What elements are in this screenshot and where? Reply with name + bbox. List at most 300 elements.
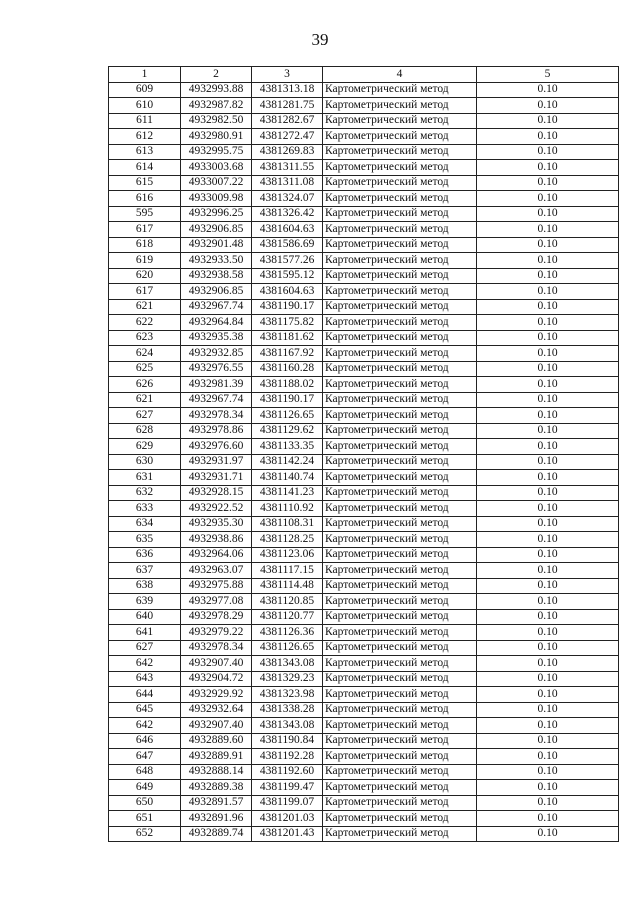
accuracy-cell: 0.10 bbox=[477, 160, 619, 176]
method-cell: Картометрический метод bbox=[323, 237, 477, 253]
point-number-cell: 615 bbox=[109, 175, 181, 191]
accuracy-cell: 0.10 bbox=[477, 563, 619, 579]
column-header-3: 3 bbox=[252, 67, 323, 83]
y-coordinate-cell: 4381120.77 bbox=[252, 609, 323, 625]
point-number-cell: 614 bbox=[109, 160, 181, 176]
table-row bbox=[109, 253, 619, 269]
x-coordinate-cell: 4933009.98 bbox=[181, 191, 252, 207]
table-row bbox=[109, 671, 619, 687]
y-coordinate-cell: 4381192.60 bbox=[252, 764, 323, 780]
point-number-cell: 619 bbox=[109, 253, 181, 269]
x-coordinate-cell: 4932928.15 bbox=[181, 485, 252, 501]
x-coordinate-cell: 4932978.29 bbox=[181, 609, 252, 625]
y-coordinate-cell: 4381133.35 bbox=[252, 439, 323, 455]
table-row bbox=[109, 625, 619, 641]
method-cell: Картометрический метод bbox=[323, 563, 477, 579]
y-coordinate-cell: 4381577.26 bbox=[252, 253, 323, 269]
point-number-cell: 641 bbox=[109, 625, 181, 641]
accuracy-cell: 0.10 bbox=[477, 718, 619, 734]
x-coordinate-cell: 4932993.88 bbox=[181, 82, 252, 98]
y-coordinate-cell: 4381120.85 bbox=[252, 594, 323, 610]
y-coordinate-cell: 4381142.24 bbox=[252, 454, 323, 470]
accuracy-cell: 0.10 bbox=[477, 113, 619, 129]
point-number-cell: 595 bbox=[109, 206, 181, 222]
table-row bbox=[109, 129, 619, 145]
table-row bbox=[109, 346, 619, 362]
method-cell: Картометрический метод bbox=[323, 687, 477, 703]
point-number-cell: 616 bbox=[109, 191, 181, 207]
accuracy-cell: 0.10 bbox=[477, 330, 619, 346]
x-coordinate-cell: 4932964.84 bbox=[181, 315, 252, 331]
point-number-cell: 640 bbox=[109, 609, 181, 625]
method-cell: Картометрический метод bbox=[323, 144, 477, 160]
y-coordinate-cell: 4381324.07 bbox=[252, 191, 323, 207]
method-cell: Картометрический метод bbox=[323, 578, 477, 594]
y-coordinate-cell: 4381188.02 bbox=[252, 377, 323, 393]
method-cell: Картометрический метод bbox=[323, 361, 477, 377]
method-cell: Картометрический метод bbox=[323, 671, 477, 687]
y-coordinate-cell: 4381167.92 bbox=[252, 346, 323, 362]
table-row bbox=[109, 640, 619, 656]
y-coordinate-cell: 4381311.08 bbox=[252, 175, 323, 191]
point-number-cell: 625 bbox=[109, 361, 181, 377]
x-coordinate-cell: 4932888.14 bbox=[181, 764, 252, 780]
method-cell: Картометрический метод bbox=[323, 764, 477, 780]
point-number-cell: 610 bbox=[109, 98, 181, 114]
y-coordinate-cell: 4381269.83 bbox=[252, 144, 323, 160]
y-coordinate-cell: 4381110.92 bbox=[252, 501, 323, 517]
method-cell: Картометрический метод bbox=[323, 175, 477, 191]
accuracy-cell: 0.10 bbox=[477, 687, 619, 703]
accuracy-cell: 0.10 bbox=[477, 315, 619, 331]
accuracy-cell: 0.10 bbox=[477, 408, 619, 424]
accuracy-cell: 0.10 bbox=[477, 253, 619, 269]
y-coordinate-cell: 4381192.28 bbox=[252, 749, 323, 765]
table-row bbox=[109, 268, 619, 284]
method-cell: Картометрический метод bbox=[323, 454, 477, 470]
x-coordinate-cell: 4932889.38 bbox=[181, 780, 252, 796]
table-row bbox=[109, 191, 619, 207]
point-number-cell: 644 bbox=[109, 687, 181, 703]
method-cell: Картометрический метод bbox=[323, 811, 477, 827]
y-coordinate-cell: 4381117.15 bbox=[252, 563, 323, 579]
method-cell: Картометрический метод bbox=[323, 625, 477, 641]
method-cell: Картометрический метод bbox=[323, 485, 477, 501]
y-coordinate-cell: 4381604.63 bbox=[252, 222, 323, 238]
point-number-cell: 647 bbox=[109, 749, 181, 765]
table-row bbox=[109, 82, 619, 98]
table-row bbox=[109, 702, 619, 718]
accuracy-cell: 0.10 bbox=[477, 361, 619, 377]
point-number-cell: 648 bbox=[109, 764, 181, 780]
x-coordinate-cell: 4932906.85 bbox=[181, 222, 252, 238]
method-cell: Картометрический метод bbox=[323, 795, 477, 811]
method-cell: Картометрический метод bbox=[323, 284, 477, 300]
x-coordinate-cell: 4932976.55 bbox=[181, 361, 252, 377]
method-cell: Картометрический метод bbox=[323, 392, 477, 408]
table-row bbox=[109, 764, 619, 780]
point-number-cell: 627 bbox=[109, 408, 181, 424]
accuracy-cell: 0.10 bbox=[477, 129, 619, 145]
table-row bbox=[109, 439, 619, 455]
method-cell: Картометрический метод bbox=[323, 160, 477, 176]
point-number-cell: 642 bbox=[109, 656, 181, 672]
point-number-cell: 617 bbox=[109, 222, 181, 238]
method-cell: Картометрический метод bbox=[323, 82, 477, 98]
accuracy-cell: 0.10 bbox=[477, 237, 619, 253]
accuracy-cell: 0.10 bbox=[477, 733, 619, 749]
y-coordinate-cell: 4381181.62 bbox=[252, 330, 323, 346]
y-coordinate-cell: 4381140.74 bbox=[252, 470, 323, 486]
point-number-cell: 624 bbox=[109, 346, 181, 362]
table-row bbox=[109, 687, 619, 703]
y-coordinate-cell: 4381313.18 bbox=[252, 82, 323, 98]
accuracy-cell: 0.10 bbox=[477, 423, 619, 439]
point-number-cell: 621 bbox=[109, 392, 181, 408]
accuracy-cell: 0.10 bbox=[477, 547, 619, 563]
y-coordinate-cell: 4381108.31 bbox=[252, 516, 323, 532]
point-number-cell: 623 bbox=[109, 330, 181, 346]
y-coordinate-cell: 4381343.08 bbox=[252, 718, 323, 734]
accuracy-cell: 0.10 bbox=[477, 392, 619, 408]
column-header-2: 2 bbox=[181, 67, 252, 83]
y-coordinate-cell: 4381114.48 bbox=[252, 578, 323, 594]
x-coordinate-cell: 4933003.68 bbox=[181, 160, 252, 176]
accuracy-cell: 0.10 bbox=[477, 454, 619, 470]
method-cell: Картометрический метод bbox=[323, 439, 477, 455]
x-coordinate-cell: 4932987.82 bbox=[181, 98, 252, 114]
y-coordinate-cell: 4381199.47 bbox=[252, 780, 323, 796]
x-coordinate-cell: 4932981.39 bbox=[181, 377, 252, 393]
x-coordinate-cell: 4932891.96 bbox=[181, 811, 252, 827]
table-row bbox=[109, 547, 619, 563]
table-row bbox=[109, 718, 619, 734]
table-row bbox=[109, 160, 619, 176]
y-coordinate-cell: 4381343.08 bbox=[252, 656, 323, 672]
table-row bbox=[109, 408, 619, 424]
point-number-cell: 612 bbox=[109, 129, 181, 145]
accuracy-cell: 0.10 bbox=[477, 470, 619, 486]
table-row bbox=[109, 485, 619, 501]
x-coordinate-cell: 4932982.50 bbox=[181, 113, 252, 129]
point-number-cell: 639 bbox=[109, 594, 181, 610]
method-cell: Картометрический метод bbox=[323, 191, 477, 207]
method-cell: Картометрический метод bbox=[323, 718, 477, 734]
table-row bbox=[109, 206, 619, 222]
method-cell: Картометрический метод bbox=[323, 516, 477, 532]
coordinates-table bbox=[108, 66, 619, 842]
accuracy-cell: 0.10 bbox=[477, 625, 619, 641]
accuracy-cell: 0.10 bbox=[477, 377, 619, 393]
y-coordinate-cell: 4381126.65 bbox=[252, 408, 323, 424]
x-coordinate-cell: 4932978.86 bbox=[181, 423, 252, 439]
x-coordinate-cell: 4932891.57 bbox=[181, 795, 252, 811]
point-number-cell: 627 bbox=[109, 640, 181, 656]
point-number-cell: 628 bbox=[109, 423, 181, 439]
y-coordinate-cell: 4381126.36 bbox=[252, 625, 323, 641]
y-coordinate-cell: 4381282.67 bbox=[252, 113, 323, 129]
method-cell: Картометрический метод bbox=[323, 222, 477, 238]
method-cell: Картометрический метод bbox=[323, 470, 477, 486]
accuracy-cell: 0.10 bbox=[477, 191, 619, 207]
accuracy-cell: 0.10 bbox=[477, 609, 619, 625]
method-cell: Картометрический метод bbox=[323, 113, 477, 129]
point-number-cell: 631 bbox=[109, 470, 181, 486]
y-coordinate-cell: 4381160.28 bbox=[252, 361, 323, 377]
method-cell: Картометрический метод bbox=[323, 330, 477, 346]
y-coordinate-cell: 4381595.12 bbox=[252, 268, 323, 284]
column-header-1: 1 bbox=[109, 67, 181, 83]
x-coordinate-cell: 4932975.88 bbox=[181, 578, 252, 594]
method-cell: Картометрический метод bbox=[323, 377, 477, 393]
table-row bbox=[109, 578, 619, 594]
table-row bbox=[109, 563, 619, 579]
method-cell: Картометрический метод bbox=[323, 408, 477, 424]
table-row bbox=[109, 113, 619, 129]
point-number-cell: 635 bbox=[109, 532, 181, 548]
method-cell: Картометрический метод bbox=[323, 780, 477, 796]
table-row bbox=[109, 609, 619, 625]
x-coordinate-cell: 4932976.60 bbox=[181, 439, 252, 455]
table-header-row bbox=[109, 67, 619, 83]
table-row bbox=[109, 144, 619, 160]
point-number-cell: 634 bbox=[109, 516, 181, 532]
y-coordinate-cell: 4381129.62 bbox=[252, 423, 323, 439]
column-header-5: 5 bbox=[477, 67, 619, 83]
accuracy-cell: 0.10 bbox=[477, 826, 619, 842]
point-number-cell: 642 bbox=[109, 718, 181, 734]
y-coordinate-cell: 4381326.42 bbox=[252, 206, 323, 222]
method-cell: Картометрический метод bbox=[323, 98, 477, 114]
y-coordinate-cell: 4381311.55 bbox=[252, 160, 323, 176]
x-coordinate-cell: 4932935.38 bbox=[181, 330, 252, 346]
accuracy-cell: 0.10 bbox=[477, 485, 619, 501]
table-row bbox=[109, 299, 619, 315]
x-coordinate-cell: 4932967.74 bbox=[181, 392, 252, 408]
table-row bbox=[109, 454, 619, 470]
table-row bbox=[109, 656, 619, 672]
method-cell: Картометрический метод bbox=[323, 609, 477, 625]
method-cell: Картометрический метод bbox=[323, 299, 477, 315]
y-coordinate-cell: 4381141.23 bbox=[252, 485, 323, 501]
table-body bbox=[109, 82, 619, 842]
x-coordinate-cell: 4932995.75 bbox=[181, 144, 252, 160]
point-number-cell: 632 bbox=[109, 485, 181, 501]
accuracy-cell: 0.10 bbox=[477, 284, 619, 300]
table-row bbox=[109, 392, 619, 408]
y-coordinate-cell: 4381128.25 bbox=[252, 532, 323, 548]
accuracy-cell: 0.10 bbox=[477, 82, 619, 98]
y-coordinate-cell: 4381201.43 bbox=[252, 826, 323, 842]
table-row bbox=[109, 733, 619, 749]
point-number-cell: 637 bbox=[109, 563, 181, 579]
method-cell: Картометрический метод bbox=[323, 129, 477, 145]
accuracy-cell: 0.10 bbox=[477, 144, 619, 160]
accuracy-cell: 0.10 bbox=[477, 532, 619, 548]
accuracy-cell: 0.10 bbox=[477, 299, 619, 315]
table-row bbox=[109, 222, 619, 238]
table-row bbox=[109, 811, 619, 827]
accuracy-cell: 0.10 bbox=[477, 346, 619, 362]
accuracy-cell: 0.10 bbox=[477, 206, 619, 222]
method-cell: Картометрический метод bbox=[323, 826, 477, 842]
method-cell: Картометрический метод bbox=[323, 346, 477, 362]
accuracy-cell: 0.10 bbox=[477, 780, 619, 796]
x-coordinate-cell: 4932889.91 bbox=[181, 749, 252, 765]
table-row bbox=[109, 749, 619, 765]
point-number-cell: 620 bbox=[109, 268, 181, 284]
point-number-cell: 638 bbox=[109, 578, 181, 594]
y-coordinate-cell: 4381175.82 bbox=[252, 315, 323, 331]
table-row bbox=[109, 594, 619, 610]
x-coordinate-cell: 4932996.25 bbox=[181, 206, 252, 222]
table-row bbox=[109, 532, 619, 548]
x-coordinate-cell: 4932931.97 bbox=[181, 454, 252, 470]
y-coordinate-cell: 4381201.03 bbox=[252, 811, 323, 827]
y-coordinate-cell: 4381123.06 bbox=[252, 547, 323, 563]
accuracy-cell: 0.10 bbox=[477, 439, 619, 455]
accuracy-cell: 0.10 bbox=[477, 501, 619, 517]
accuracy-cell: 0.10 bbox=[477, 702, 619, 718]
point-number-cell: 650 bbox=[109, 795, 181, 811]
point-number-cell: 621 bbox=[109, 299, 181, 315]
y-coordinate-cell: 4381190.84 bbox=[252, 733, 323, 749]
x-coordinate-cell: 4932938.58 bbox=[181, 268, 252, 284]
point-number-cell: 646 bbox=[109, 733, 181, 749]
table-row bbox=[109, 284, 619, 300]
accuracy-cell: 0.10 bbox=[477, 764, 619, 780]
y-coordinate-cell: 4381190.17 bbox=[252, 299, 323, 315]
method-cell: Картометрический метод bbox=[323, 640, 477, 656]
method-cell: Картометрический метод bbox=[323, 733, 477, 749]
method-cell: Картометрический метод bbox=[323, 656, 477, 672]
y-coordinate-cell: 4381281.75 bbox=[252, 98, 323, 114]
x-coordinate-cell: 4932907.40 bbox=[181, 656, 252, 672]
table-row bbox=[109, 501, 619, 517]
method-cell: Картометрический метод bbox=[323, 749, 477, 765]
y-coordinate-cell: 4381190.17 bbox=[252, 392, 323, 408]
x-coordinate-cell: 4932933.50 bbox=[181, 253, 252, 269]
y-coordinate-cell: 4381329.23 bbox=[252, 671, 323, 687]
table-row bbox=[109, 377, 619, 393]
table-row bbox=[109, 98, 619, 114]
method-cell: Картометрический метод bbox=[323, 253, 477, 269]
x-coordinate-cell: 4932979.22 bbox=[181, 625, 252, 641]
point-number-cell: 629 bbox=[109, 439, 181, 455]
point-number-cell: 636 bbox=[109, 547, 181, 563]
x-coordinate-cell: 4932978.34 bbox=[181, 408, 252, 424]
method-cell: Картометрический метод bbox=[323, 268, 477, 284]
accuracy-cell: 0.10 bbox=[477, 222, 619, 238]
x-coordinate-cell: 4932967.74 bbox=[181, 299, 252, 315]
table-row bbox=[109, 516, 619, 532]
method-cell: Картометрический метод bbox=[323, 532, 477, 548]
x-coordinate-cell: 4932938.86 bbox=[181, 532, 252, 548]
page-number: 39 bbox=[311, 30, 329, 49]
accuracy-cell: 0.10 bbox=[477, 640, 619, 656]
y-coordinate-cell: 4381126.65 bbox=[252, 640, 323, 656]
column-header-4: 4 bbox=[323, 67, 477, 83]
point-number-cell: 652 bbox=[109, 826, 181, 842]
method-cell: Картометрический метод bbox=[323, 206, 477, 222]
table-row bbox=[109, 826, 619, 842]
y-coordinate-cell: 4381338.28 bbox=[252, 702, 323, 718]
method-cell: Картометрический метод bbox=[323, 594, 477, 610]
x-coordinate-cell: 4932977.08 bbox=[181, 594, 252, 610]
point-number-cell: 630 bbox=[109, 454, 181, 470]
x-coordinate-cell: 4932935.30 bbox=[181, 516, 252, 532]
point-number-cell: 609 bbox=[109, 82, 181, 98]
table-row bbox=[109, 175, 619, 191]
y-coordinate-cell: 4381323.98 bbox=[252, 687, 323, 703]
x-coordinate-cell: 4932931.71 bbox=[181, 470, 252, 486]
method-cell: Картометрический метод bbox=[323, 702, 477, 718]
point-number-cell: 649 bbox=[109, 780, 181, 796]
accuracy-cell: 0.10 bbox=[477, 578, 619, 594]
point-number-cell: 643 bbox=[109, 671, 181, 687]
x-coordinate-cell: 4932932.85 bbox=[181, 346, 252, 362]
x-coordinate-cell: 4932929.92 bbox=[181, 687, 252, 703]
x-coordinate-cell: 4932889.74 bbox=[181, 826, 252, 842]
x-coordinate-cell: 4932906.85 bbox=[181, 284, 252, 300]
accuracy-cell: 0.10 bbox=[477, 671, 619, 687]
accuracy-cell: 0.10 bbox=[477, 656, 619, 672]
point-number-cell: 651 bbox=[109, 811, 181, 827]
accuracy-cell: 0.10 bbox=[477, 175, 619, 191]
x-coordinate-cell: 4932922.52 bbox=[181, 501, 252, 517]
accuracy-cell: 0.10 bbox=[477, 749, 619, 765]
point-number-cell: 617 bbox=[109, 284, 181, 300]
y-coordinate-cell: 4381272.47 bbox=[252, 129, 323, 145]
table-row bbox=[109, 470, 619, 486]
point-number-cell: 618 bbox=[109, 237, 181, 253]
y-coordinate-cell: 4381586.69 bbox=[252, 237, 323, 253]
x-coordinate-cell: 4932932.64 bbox=[181, 702, 252, 718]
accuracy-cell: 0.10 bbox=[477, 795, 619, 811]
table-row bbox=[109, 237, 619, 253]
accuracy-cell: 0.10 bbox=[477, 268, 619, 284]
x-coordinate-cell: 4933007.22 bbox=[181, 175, 252, 191]
x-coordinate-cell: 4932978.34 bbox=[181, 640, 252, 656]
table-row bbox=[109, 423, 619, 439]
table-row bbox=[109, 315, 619, 331]
method-cell: Картометрический метод bbox=[323, 315, 477, 331]
x-coordinate-cell: 4932980.91 bbox=[181, 129, 252, 145]
point-number-cell: 611 bbox=[109, 113, 181, 129]
table-row bbox=[109, 361, 619, 377]
method-cell: Картометрический метод bbox=[323, 547, 477, 563]
accuracy-cell: 0.10 bbox=[477, 594, 619, 610]
table-row bbox=[109, 795, 619, 811]
table-row bbox=[109, 780, 619, 796]
y-coordinate-cell: 4381604.63 bbox=[252, 284, 323, 300]
x-coordinate-cell: 4932963.07 bbox=[181, 563, 252, 579]
point-number-cell: 622 bbox=[109, 315, 181, 331]
y-coordinate-cell: 4381199.07 bbox=[252, 795, 323, 811]
point-number-cell: 633 bbox=[109, 501, 181, 517]
x-coordinate-cell: 4932964.06 bbox=[181, 547, 252, 563]
x-coordinate-cell: 4932889.60 bbox=[181, 733, 252, 749]
point-number-cell: 626 bbox=[109, 377, 181, 393]
method-cell: Картометрический метод bbox=[323, 423, 477, 439]
x-coordinate-cell: 4932901.48 bbox=[181, 237, 252, 253]
accuracy-cell: 0.10 bbox=[477, 811, 619, 827]
method-cell: Картометрический метод bbox=[323, 501, 477, 517]
x-coordinate-cell: 4932904.72 bbox=[181, 671, 252, 687]
table-row bbox=[109, 330, 619, 346]
point-number-cell: 645 bbox=[109, 702, 181, 718]
x-coordinate-cell: 4932907.40 bbox=[181, 718, 252, 734]
